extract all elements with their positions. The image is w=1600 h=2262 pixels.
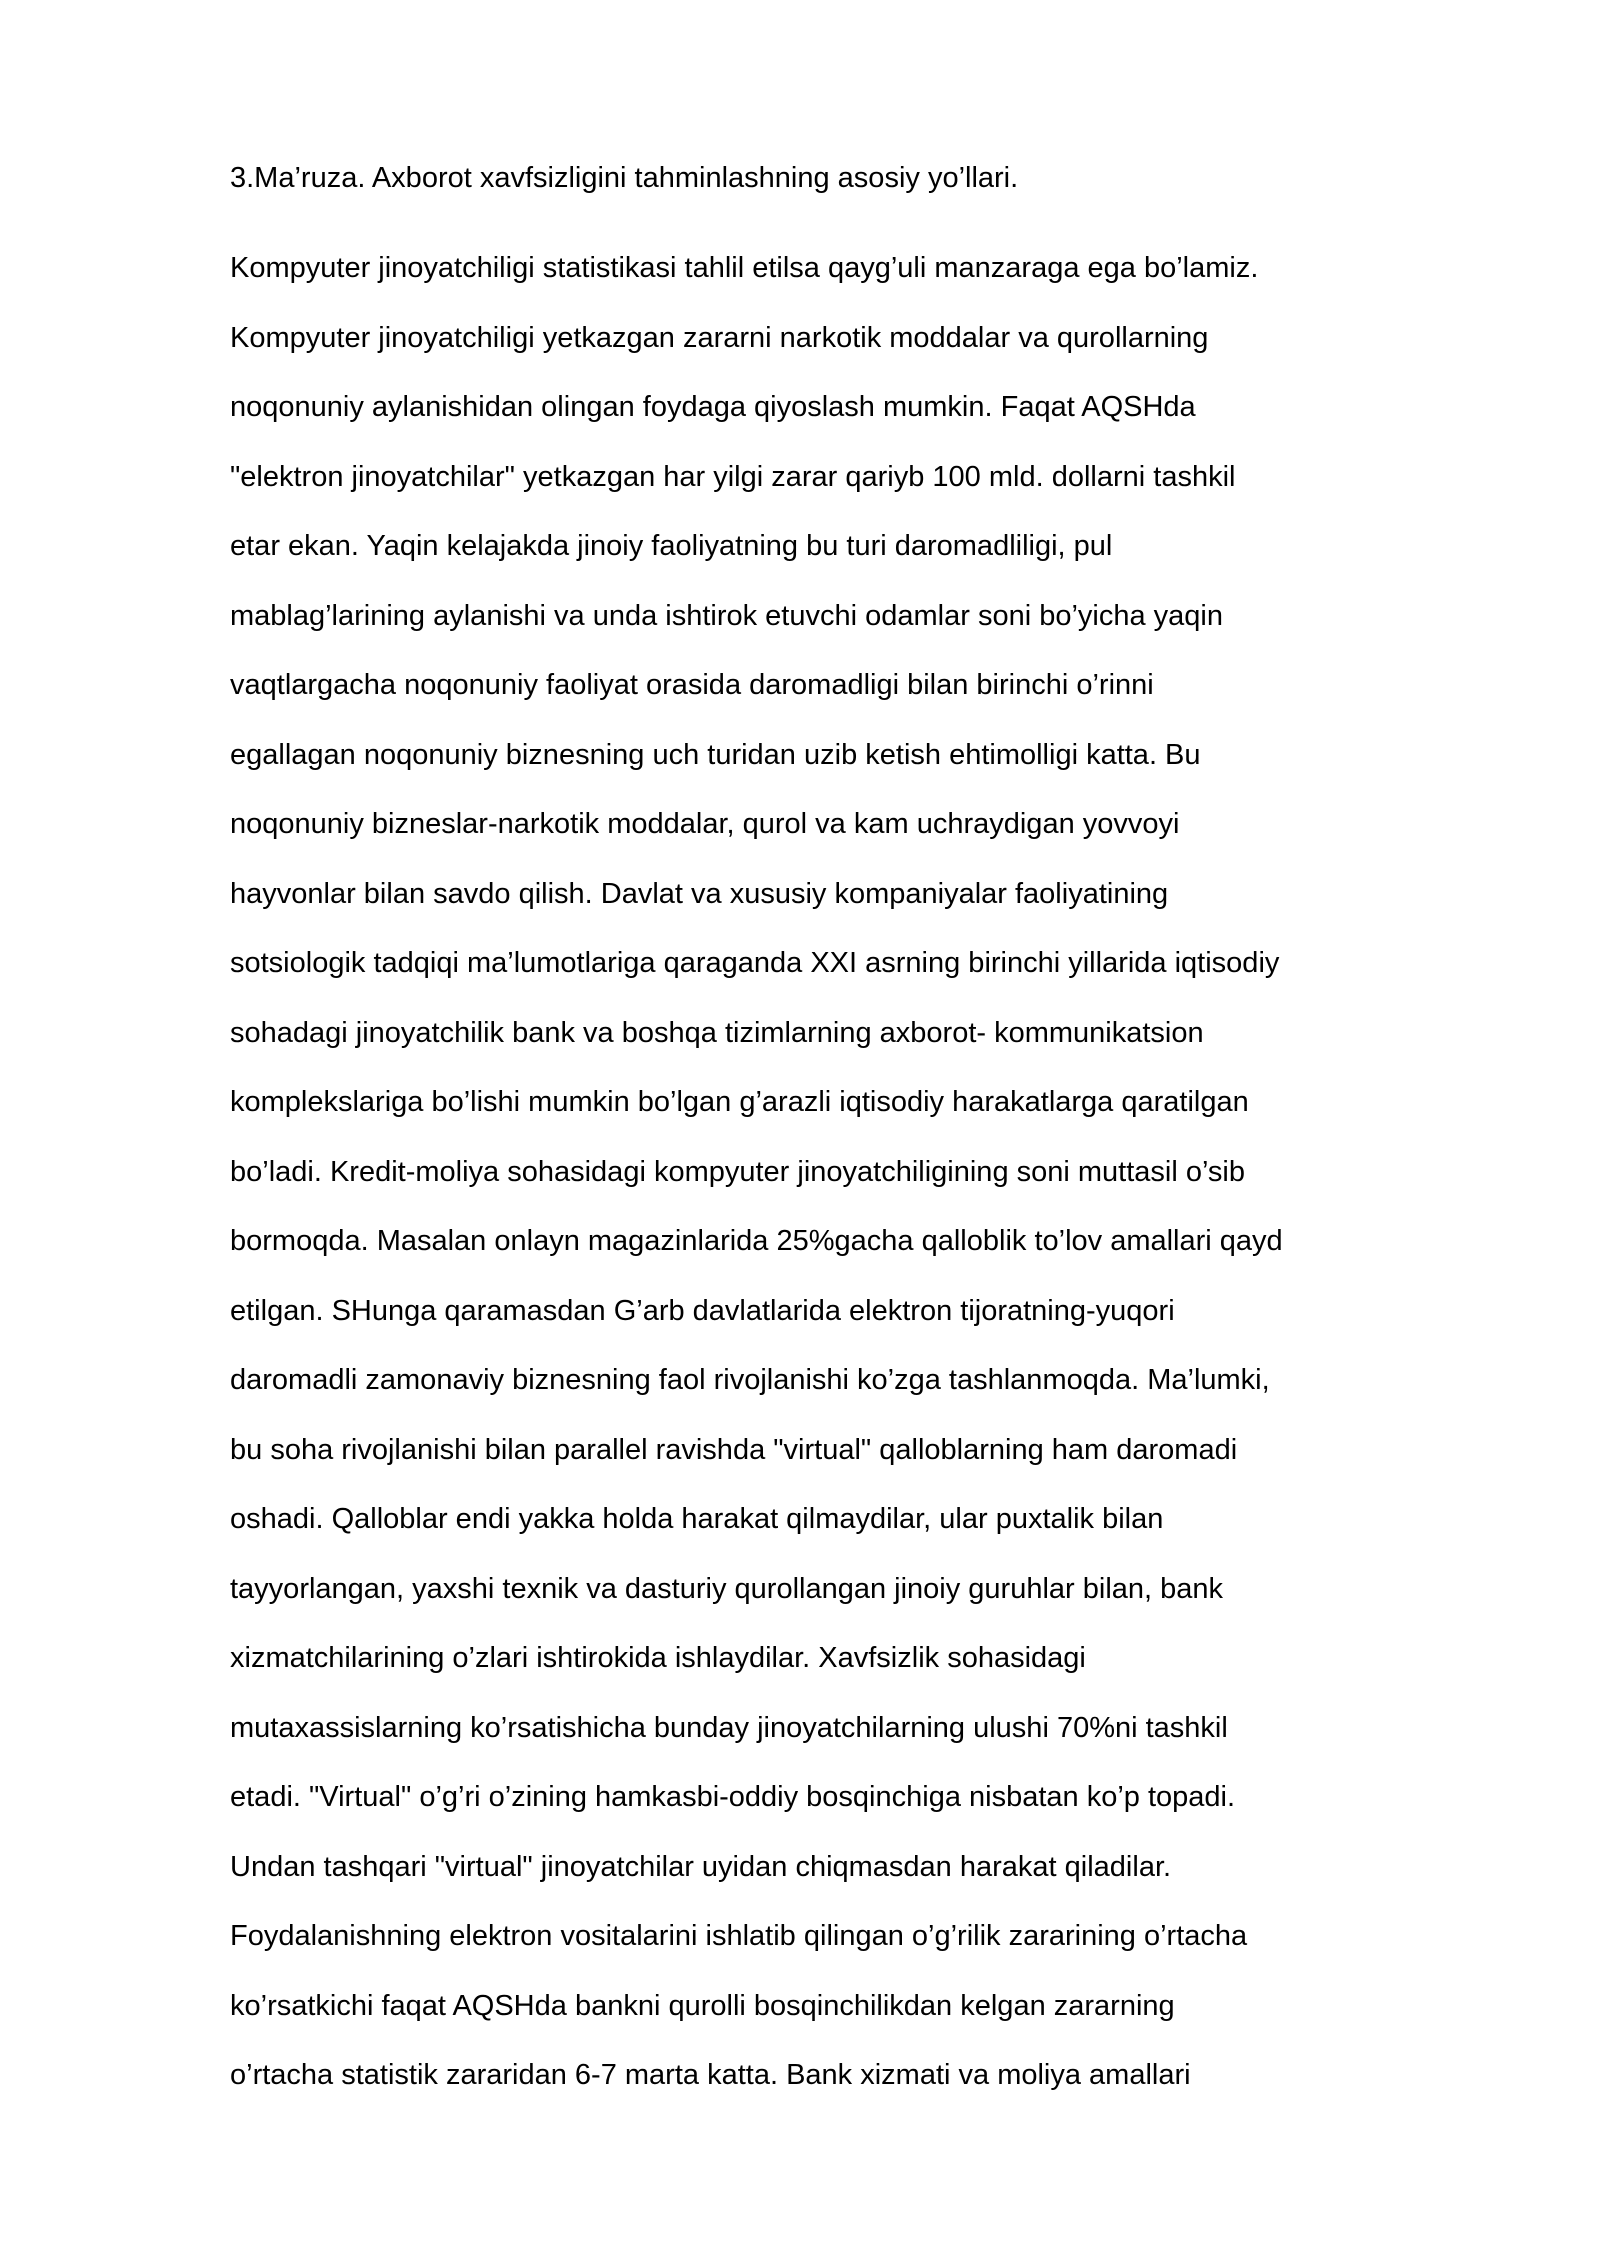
paragraph-line: Kompyuter jinoyatchiligi yetkazgan zararni narkotik moddalar va qurollarning xyxy=(230,321,1209,354)
document-content xyxy=(230,150,1510,2111)
paragraph-line: vaqtlargacha noqonuniy faoliyat orasida daromadligi bilan birinchi o’rinni xyxy=(230,669,1154,701)
paragraph-line: oshadi. Qalloblar endi yakka holda harakat qilmaydilar, ular puxtalik bilan xyxy=(230,1503,1164,1535)
paragraph-line: Kompyuter jinoyatchiligi statistikasi tahlil etilsa qayg’uli manzaraga ega bo’lamiz. xyxy=(230,252,1259,284)
paragraph-line: tayyorlangan, yaxshi texnik va dasturiy qurollangan jinoiy guruhlar bilan, bank xyxy=(230,1572,1224,1605)
paragraph-line: mutaxassislarning ko’rsatishicha bunday jinoyatchilarning ulushi 70%ni tashkil xyxy=(230,1711,1228,1744)
paragraph-line: etadi. "Virtual" o’g’ri o’zining hamkasbi-oddiy bosqinchiga nisbatan ko’p topadi. xyxy=(230,1781,1236,1813)
paragraph-line: etar ekan. Yaqin kelajakda jinoiy faoliyatning bu turi daromadliligi, pul xyxy=(230,530,1113,562)
paragraph-line: xizmatchilarining o’zlari ishtirokida ishlaydilar. Xavfsizlik sohasidagi xyxy=(230,1642,1086,1674)
paragraph-line: bu soha rivojlanishi bilan parallel ravishda "virtual" qalloblarning ham daromadi xyxy=(230,1433,1238,1466)
paragraph-line: Foydalanishning elektron vositalarini ishlatib qilingan o’g’rilik zararining o’rtacha xyxy=(230,1920,1248,1952)
paragraph-line: daromadli zamonaviy biznesning faol rivojlanishi ko’zga tashlanmoqda. Ma’lumki, xyxy=(230,1364,1270,1396)
paragraph-line: o’rtacha statistik zararidan 6-7 marta katta. Bank xizmati va moliya amallari xyxy=(230,2059,1191,2091)
paragraph-line: sotsiologik tadqiqi ma’lumotlariga qaraganda XXI asrning birinchi yillarida iqtisodiy xyxy=(230,947,1280,979)
paragraph-line: bormoqda. Masalan onlayn magazinlarida 25%gacha qalloblik to’lov amallari qayd xyxy=(230,1225,1283,1257)
paragraph-line: mablag’larining aylanishi va unda ishtirok etuvchi odamlar soni bo’yicha yaqin xyxy=(230,599,1223,632)
paragraph-line: noqonuniy bizneslar-narkotik moddalar, qurol va kam uchraydigan yovvoyi xyxy=(230,808,1180,840)
paragraph-line: sohadagi jinoyatchilik bank va boshqa tizimlarning axborot- kommunikatsion xyxy=(230,1016,1204,1049)
paragraph-line: ko’rsatkichi faqat AQSHda bankni qurolli bosqinchilikdan kelgan zararning xyxy=(230,1989,1175,2022)
body-paragraph xyxy=(230,234,1510,2111)
paragraph-line: noqonuniy aylanishidan olingan foydaga qiyoslash mumkin. Faqat AQSHda xyxy=(230,391,1196,423)
paragraph-line: bo’ladi. Kredit-moliya sohasidagi kompyuter jinoyatchiligining soni muttasil o’sib xyxy=(230,1155,1245,1188)
lecture-heading: 3.Ma’ruza. Axborot xavfsizligini tahminlashning asosiy yo’llari. xyxy=(230,162,1019,194)
paragraph-line: "elektron jinoyatchilar" yetkazgan har yilgi zarar qariyb 100 mld. dollarni tashkil xyxy=(230,460,1236,493)
paragraph-line: komplekslariga bo’lishi mumkin bo’lgan g’arazli iqtisodiy harakatlarga qaratilgan xyxy=(230,1086,1249,1118)
paragraph-line: hayvonlar bilan savdo qilish. Davlat va xususiy kompaniyalar faoliyatining xyxy=(230,877,1169,910)
paragraph-line: egallagan noqonuniy biznesning uch turidan uzib ketish ehtimolligi katta. Bu xyxy=(230,738,1201,771)
paragraph-line: etilgan. SHunga qaramasdan G’arb davlatlarida elektron tijoratning-yuqori xyxy=(230,1294,1175,1327)
paragraph-line: Undan tashqari "virtual" jinoyatchilar uyidan chiqmasdan harakat qiladilar. xyxy=(230,1850,1172,1883)
